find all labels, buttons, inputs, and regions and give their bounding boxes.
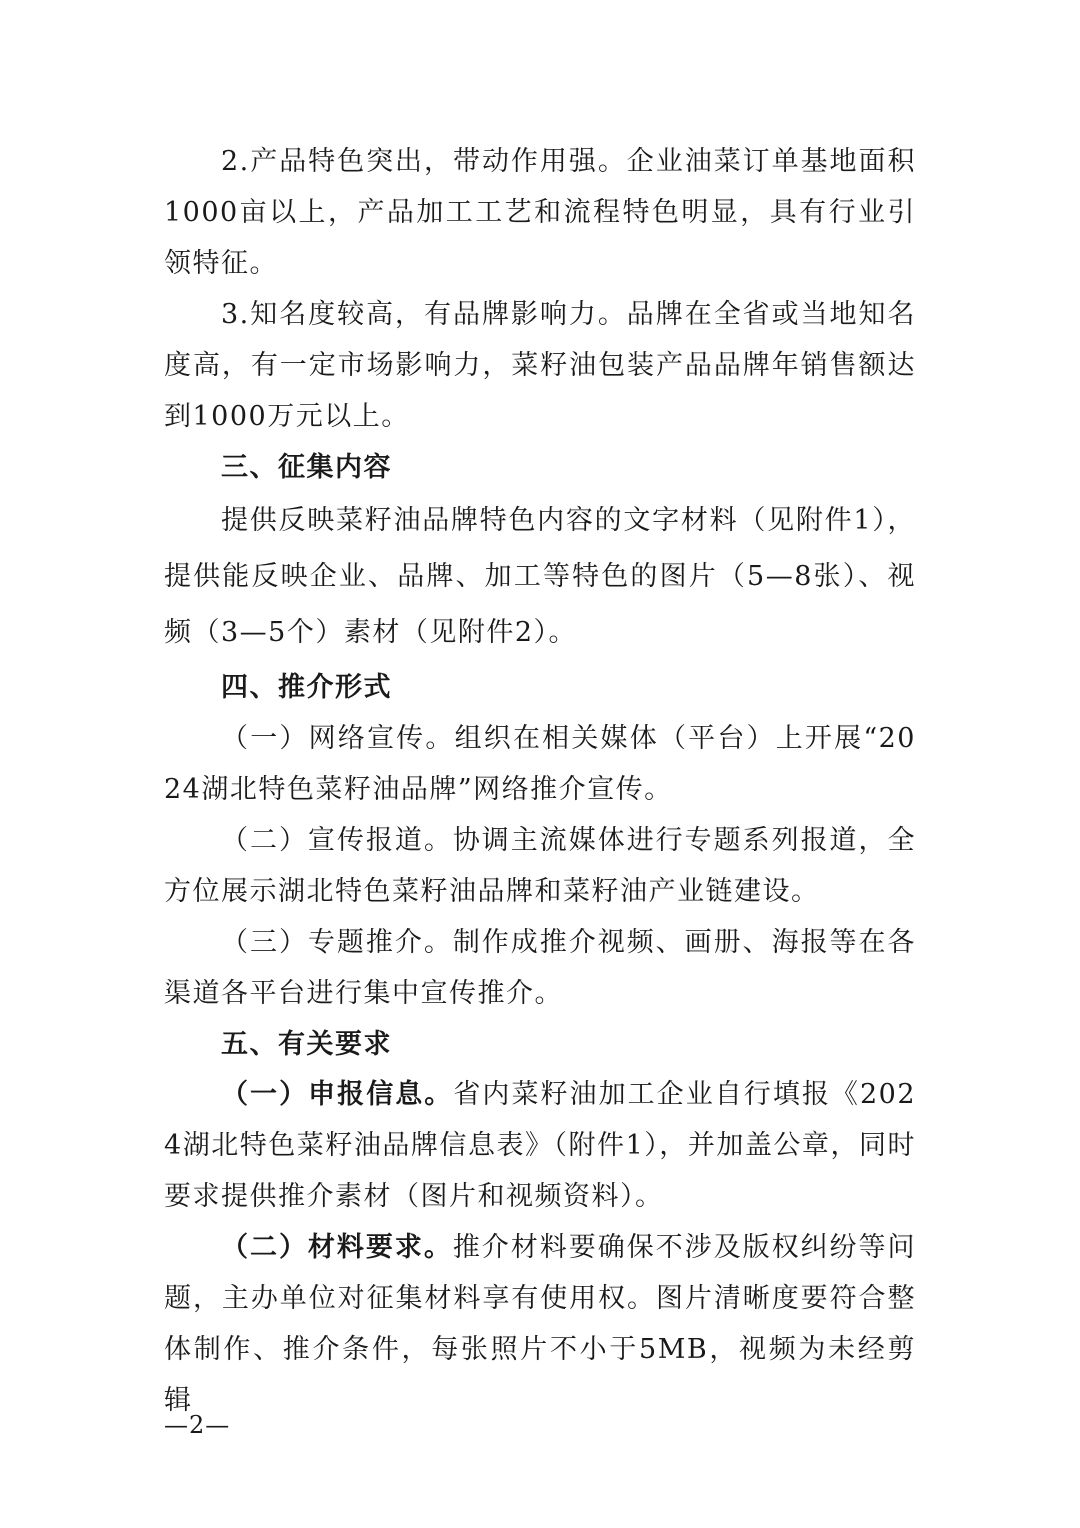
requirement-1-text: 省内菜籽油加工企业自行填报《2024湖北特色菜籽油品牌信息表》（附件1），并加盖公章，同时要求提供推介素材（图片和视频资料）。 [164,1079,916,1212]
requirement-2-paragraph [164,1222,916,1426]
requirement-2-lead: （二）材料要求。 [221,1232,453,1263]
requirement-1-lead: （一）申报信息。 [221,1079,454,1110]
collection-content-paragraph: 提供反映菜籽油品牌特色内容的文字材料（见附件1），提供能反映企业、品牌、加工等特色的图片（5—8张）、视频（3—5个）素材（见附件2）。 [164,505,916,648]
criterion-2-paragraph: 2.产品特色突出，带动作用强。企业油菜订单基地面积1000亩以上，产品加工工艺和流程特色明显，具有行业引领特征。 [164,146,916,279]
section-heading-promotion-form: 四、推介形式 [221,672,392,703]
promotion-form-2-paragraph: （二）宣传报道。协调主流媒体进行专题系列报道，全方位展示湖北特色菜籽油品牌和菜籽油产业链建设。 [164,825,916,907]
section-heading-requirements: 五、有关要求 [221,1029,392,1060]
page-number: —2— [164,1411,231,1439]
requirement-2-text: 推介材料要确保不涉及版权纠纷等问题，主办单位对征集材料享有使用权。图片清晰度要符合整体制作、推介条件，每张照片不小于5MB，视频为未经剪辑 [164,1232,917,1416]
criterion-3-paragraph: 3.知名度较高，有品牌影响力。品牌在全省或当地知名度高，有一定市场影响力，菜籽油包装产品品牌年销售额达到1000万元以上。 [164,299,916,432]
promotion-form-3-paragraph: （三）专题推介。制作成推介视频、画册、海报等在各渠道各平台进行集中宣传推介。 [164,927,916,1009]
promotion-form-1-paragraph: （一）网络宣传。组织在相关媒体（平台）上开展“2024湖北特色菜籽油品牌”网络推介宣传。 [164,723,916,805]
section-heading-collection-content: 三、征集内容 [221,452,392,483]
requirement-1-paragraph [164,1069,916,1222]
